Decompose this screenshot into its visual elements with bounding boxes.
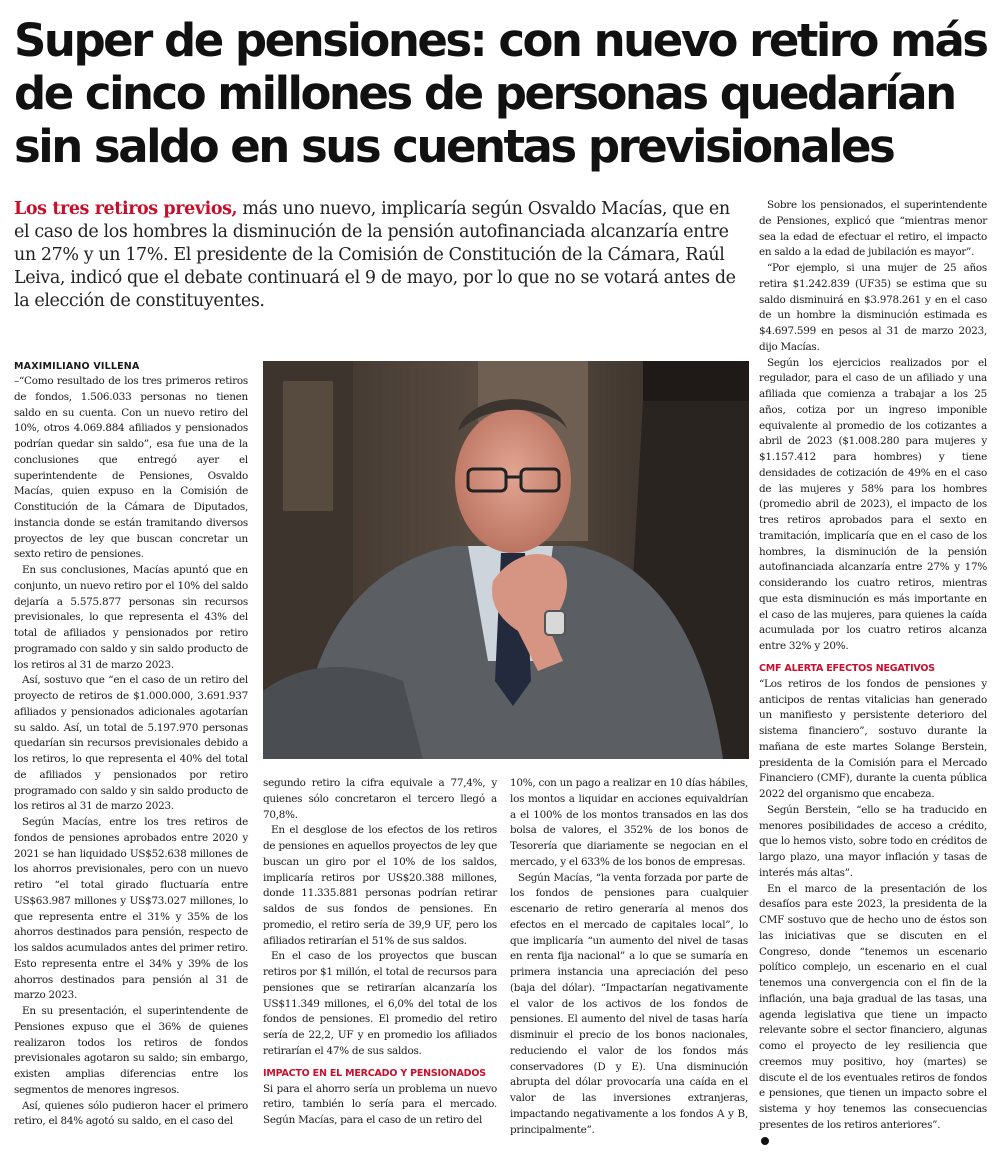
photo-illustration [263, 361, 749, 759]
article-column-1 [14, 359, 248, 1130]
paragraph: –“Como resultado de los tres primeros retiros de fondos, 1.506.033 personas no tienen saldo en su cuenta. Con un nuevo retiro del 10%, otros 4.069.884 afiliados y pensionados podrían quedar sin saldo”, esa fue una de la conclusiones que entregó ayer el superintendente de Pensiones, Osvaldo Macías, quien expuso en la Comisión de Constitución de la Cámara de Diputados, instancia donde se están tramitando diversos proyectos de ley que buscan concretar un sexto retiro de pensiones. [14, 375, 248, 561]
paragraph: En el marco de la presentación de los desafíos para este 2023, la presidenta de la CMF sostuvo que de hecho uno de éstos son las iniciativas que se discuten en el Congreso, donde “tenemos un escenario político complejo, un escenario en el cual tenemos una convergencia con el fin de la inflación, una baja gradual de las tasas, una agenda legislativa que tiene un impacto relevante sobre el sector financiero, algunas como el proyecto de ley resiliencia que creemos muy positivo, hoy (martes) se discute el de los eventuales retiros de fondos e pensiones, que tienen un impacto sobre el sistema y hoy tenemos las consecuencias presentes de los retiros anteriores”. [759, 882, 987, 1131]
article-column-3 [510, 776, 748, 1138]
paragraph: Así, sostuvo que “en el caso de un retiro del proyecto de retiros de $1.000.000, 3.691.937 afiliados y pensionados adicionales agotarían su saldo. Así, un total de 5.197.970 personas quedarían sin recursos previsionales debido a los retiros, lo que representa el 40% del total de afiliados y pensionados por retiro programado con saldo y sin saldo producto de los retiros al 31 de marzo 2023. [14, 674, 248, 813]
paragraph: En el caso de los proyectos que buscan retiros por $1 millón, el total de recursos para pensiones que se retirarían alcanzaría los US$11.349 millones, el 6,0% del total de los fondos de pensiones. El promedio del retiro sería de 22,2, UF y en promedio los afiliados retirarían el 47% de sus saldos. [263, 950, 497, 1057]
paragraph: Según Berstein, “ello se ha traducido en menores posibilidades de acceso a crédito, que lo hemos visto, sobre todo en créditos de largo plazo, una mayor inflación y tasas de interés más altas”. [759, 803, 987, 879]
lead-highlight: Los tres retiros previos, [14, 199, 238, 219]
paragraph: Según los ejercicios realizados por el regulador, para el caso de un afiliado y una afiliada que comienza a trabajar a los 25 años, cotiza por un ingreso imponible equivalente al promedio de los cotizantes a abril de 2023 ($1.008.280 para mujeres y $1.157.412 para hombres) y tiene densidades de cotización de 49% en el caso de las mujeres y 58% para los hombres (promedio abril de 2023), el impacto de los tres retiros aprobados para el sexto en tramitación, implicaría que en el caso de los hombres, la disminución de la pensión autofinanciada alcanzaría entre 27% y 17% considerando los cuatro retiros, mientras que esta disminución es más importante en el caso de las mujeres, para quienes la caída acumulada por los cuatro retiros alcanza entre 32% y 20%. [759, 356, 987, 652]
lead-text: más uno nuevo, implicaría según Osvaldo Macías, que en el caso de los hombres la disminución de la pensión autofinanciada alcanzaría entre un 27% y un 17%. El presidente de la Comisión de Constitución de la Cámara, Raúl Leiva, indicó que el debate continuará el 9 de mayo, por lo que no se votará antes de la elección de constituyentes. [14, 199, 736, 311]
paragraph: Según Macías, entre los tres retiros de fondos de pensiones aprobados entre 2020 y 2021 se han liquidado US$52.638 millones de los ahorros previsionales, pero con un nuevo retiro “el total girado fluctuaría entre US$63.987 millones y US$73.027 millones, lo que representa entre el 31% y 35% de los ahorros destinados para pensión, respecto de los saldos acumulados antes del primer retiro. Esto representa entre el 34% y 39% de los ahorros destinados para pensión al 31 de marzo 2023. [14, 816, 248, 1002]
paragraph: Si para el ahorro sería un problema un nuevo retiro, también lo sería para el mercado. Según Macías, para el caso de un retiro del [263, 1082, 497, 1126]
article-photo [263, 361, 749, 759]
article-column-2 [263, 776, 497, 1129]
paragraph: En sus conclusiones, Macías apuntó que en conjunto, un nuevo retiro por el 10% del saldo dejaría a 5.575.877 personas sin recursos previsionales, lo que representa el 43% del total de afiliados y pensionados por retiro programado con saldo y sin saldo producto de los retiros al 31 de marzo 2023. [14, 564, 248, 671]
paragraph: “Por ejemplo, si una mujer de 25 años retira $1.242.839 (UF35) se estima que su saldo disminuirá en $3.978.261 y en el caso de un hombre la disminución estimada es $4.697.599 en pesos al 31 de marzo 2023, dijo Macías. [759, 262, 987, 353]
paragraph: 10%, con un pago a realizar en 10 días hábiles, los montos a liquidar en acciones equivaldrían a el 100% de los montos transados en las dos bolsa de valores, el 352% de los bonos de Tesorería que diariamente se negocian en el mercado, y el 633% de los bonos de empresas. [510, 777, 748, 868]
paragraph: “Los retiros de los fondos de pensiones y anticipos de rentas vitalicias han generado un manifiesto y persistente deterioro del sistema financiero”, sostuvo durante la mañana de este martes Solange Berstein, presidenta de la Comisión para el Mercado Financiero (CMF), durante la cuenta pública 2022 del organismo que encabeza. [759, 677, 987, 800]
byline: MAXIMILIANO VILLENA [14, 361, 140, 372]
end-of-article-icon [761, 1137, 769, 1145]
section-subhead-impacto: IMPACTO EN EL MERCADO Y PENSIONADOS [263, 1067, 486, 1079]
paragraph: Así, quienes sólo pudieron hacer el primero retiro, el 84% agotó su saldo, en el caso del [14, 1099, 248, 1128]
paragraph: Sobre los pensionados, el superintendente de Pensiones, explicó que “mientras menor sea la edad de efectuar el retiro, el impacto en saldo a la edad de jubilación es mayor”. [759, 199, 987, 259]
paragraph: segundo retiro la cifra equivale a 77,4%, y quienes sólo concretaron el tercero llegó a 70,8%. [263, 777, 497, 821]
headline: Super de pensiones: con nuevo retiro más de cinco millones de personas quedarían sin saldo en sus cuentas previsionales [14, 14, 987, 173]
lead-paragraph [14, 198, 749, 313]
article-column-4 [759, 198, 987, 1149]
paragraph: En su presentación, el superintendente de Pensiones expuso que el 36% de quienes realizaron todos los retiros de fondos previsionales agotaron su saldo; sin embargo, existen amplias diferencias entre los segmentos de menores ingresos. [14, 1005, 248, 1096]
section-subhead-cmf: CMF ALERTA EFECTOS NEGATIVOS [759, 662, 935, 674]
paragraph: Según Macías, “la venta forzada por parte de los fondos de pensiones para cualquier escenario de retiro generaría al menos dos efectos en el mercado de capitales local”, lo que implicaría “un aumento del nivel de tasas en renta fija nacional” a lo que se sumaría en primera instancia una apreciación del peso (baja del dólar). “Impactarían negativamente el valor de los activos de los fondos de pensiones. El aumento del nivel de tasas haría disminuir el precio de los bonos nacionales, reduciendo el valor de los fondos más conservadores (D y E). Una disminución abrupta del dólar provocaría una caída en el valor de las inversiones extranjeras, impactando negativamente a los fondos A y B, principalmente”. [510, 871, 748, 1136]
paragraph: En el desglose de los efectos de los retiros de pensiones en aquellos proyectos de ley que buscan un giro por el 10% de los saldos, implicaría retiros por US$20.388 millones, donde 11.335.881 personas podrían retirar saldos de sus fondos de pensiones. En promedio, el retiro sería de 39,9 UF, pero los afiliados retirarían el 51% de sus saldos. [263, 824, 497, 947]
